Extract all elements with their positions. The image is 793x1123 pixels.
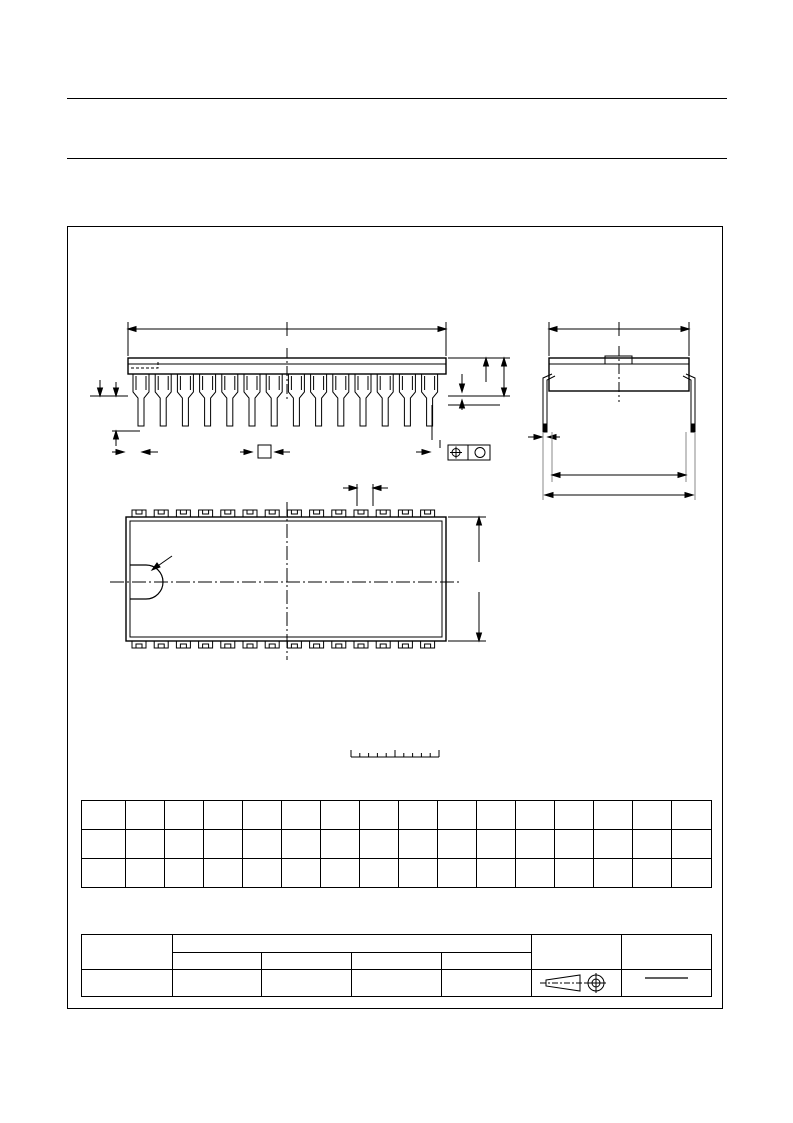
top-pin xyxy=(199,510,213,517)
front-lead xyxy=(288,374,304,426)
front-view xyxy=(90,322,510,460)
bottom-pin xyxy=(398,641,412,648)
front-lead xyxy=(333,374,349,426)
top-pin xyxy=(243,510,257,517)
dimensions-cell xyxy=(633,830,672,859)
top-pin xyxy=(154,510,168,517)
bottom-pin xyxy=(354,641,368,648)
dimensions-cell xyxy=(360,859,399,888)
dimensions-cell xyxy=(126,801,165,830)
front-lead xyxy=(244,374,260,426)
dimensions-cell xyxy=(399,830,438,859)
front-lead xyxy=(355,374,371,426)
dimensions-cell xyxy=(555,801,594,830)
top-pin xyxy=(376,510,390,517)
bottom-pin xyxy=(421,641,435,648)
references-header xyxy=(173,935,532,953)
projection-header xyxy=(532,935,622,970)
dimensions-cell xyxy=(633,801,672,830)
dimensions-cell xyxy=(477,859,516,888)
front-lead xyxy=(222,374,238,426)
bottom-pin xyxy=(310,641,324,648)
bottom-pin xyxy=(132,641,146,648)
dimensions-cell xyxy=(126,859,165,888)
dimensions-cell xyxy=(594,801,633,830)
top-pin xyxy=(287,510,301,517)
issue-date-value xyxy=(622,970,712,997)
reference-value-4 xyxy=(442,970,532,997)
dimensions-cell xyxy=(555,859,594,888)
dimensions-cell xyxy=(516,859,555,888)
outline-version-header xyxy=(82,935,173,970)
reference-sub-3 xyxy=(352,953,442,970)
dimensions-cell xyxy=(243,830,282,859)
dimensions-cell xyxy=(477,830,516,859)
top-pin xyxy=(421,510,435,517)
issue-date-header xyxy=(622,935,712,970)
bottom-pin xyxy=(265,641,279,648)
front-lead xyxy=(311,374,327,426)
top-pin xyxy=(176,510,190,517)
bottom-pin xyxy=(221,641,235,648)
reference-sub-1 xyxy=(173,953,262,970)
outline-version-value xyxy=(82,970,173,997)
front-lead xyxy=(422,374,438,426)
dimensions-cell xyxy=(594,859,633,888)
dimensions-cell xyxy=(360,801,399,830)
front-lead xyxy=(399,374,415,426)
dimensions-row xyxy=(82,859,712,888)
reference-value-1 xyxy=(173,970,262,997)
front-lead xyxy=(133,374,149,426)
top-view xyxy=(110,484,486,660)
reference-value-3 xyxy=(352,970,442,997)
bottom-pin xyxy=(376,641,390,648)
dimensions-cell xyxy=(82,859,126,888)
reference-sub-4 xyxy=(442,953,532,970)
bottom-pin xyxy=(243,641,257,648)
top-pin xyxy=(354,510,368,517)
top-pin xyxy=(332,510,346,517)
bottom-pin xyxy=(199,641,213,648)
dimensions-cell xyxy=(282,801,321,830)
dimensions-cell xyxy=(243,801,282,830)
front-lead xyxy=(155,374,171,426)
dimensions-row xyxy=(82,830,712,859)
dimensions-cell xyxy=(672,801,712,830)
dimensions-cell xyxy=(165,801,204,830)
dimensions-cell xyxy=(243,859,282,888)
dimensions-cell xyxy=(82,801,126,830)
dimensions-cell xyxy=(438,859,477,888)
dimensions-cell xyxy=(204,801,243,830)
dimensions-cell xyxy=(594,830,633,859)
dimensions-cell xyxy=(399,801,438,830)
dimensions-cell xyxy=(204,859,243,888)
dimensions-cell xyxy=(165,830,204,859)
dimensions-cell xyxy=(360,830,399,859)
dimensions-cell xyxy=(438,801,477,830)
dimensions-cell xyxy=(282,830,321,859)
dimensions-cell xyxy=(82,830,126,859)
front-lead xyxy=(377,374,393,426)
top-pin xyxy=(265,510,279,517)
front-lead xyxy=(177,374,193,426)
dimensions-row xyxy=(82,801,712,830)
bottom-pin xyxy=(154,641,168,648)
front-lead xyxy=(200,374,216,426)
dimensions-cell xyxy=(516,801,555,830)
bottom-pin xyxy=(287,641,301,648)
side-view xyxy=(528,322,695,500)
dimensions-cell xyxy=(633,859,672,888)
top-pin xyxy=(221,510,235,517)
dimensions-table xyxy=(81,800,712,888)
outline-version-table xyxy=(81,934,712,997)
bottom-pin xyxy=(176,641,190,648)
dimensions-cell xyxy=(126,830,165,859)
reference-value-2 xyxy=(262,970,352,997)
dimensions-cell xyxy=(321,801,360,830)
dimensions-cell xyxy=(321,859,360,888)
dimensions-cell xyxy=(165,859,204,888)
projection-cell xyxy=(532,970,622,997)
front-lead xyxy=(266,374,282,426)
dimensions-cell xyxy=(399,859,438,888)
dimensions-cell xyxy=(321,830,360,859)
bottom-pin xyxy=(332,641,346,648)
dimensions-cell xyxy=(438,830,477,859)
dimensions-cell xyxy=(672,859,712,888)
dimensions-cell xyxy=(477,801,516,830)
scale-bar xyxy=(351,750,439,757)
reference-sub-2 xyxy=(262,953,352,970)
top-pin xyxy=(398,510,412,517)
dimensions-cell xyxy=(516,830,555,859)
dimensions-cell xyxy=(282,859,321,888)
top-pin xyxy=(310,510,324,517)
dimensions-cell xyxy=(204,830,243,859)
dimensions-cell xyxy=(555,830,594,859)
top-pin xyxy=(132,510,146,517)
dimensions-cell xyxy=(672,830,712,859)
